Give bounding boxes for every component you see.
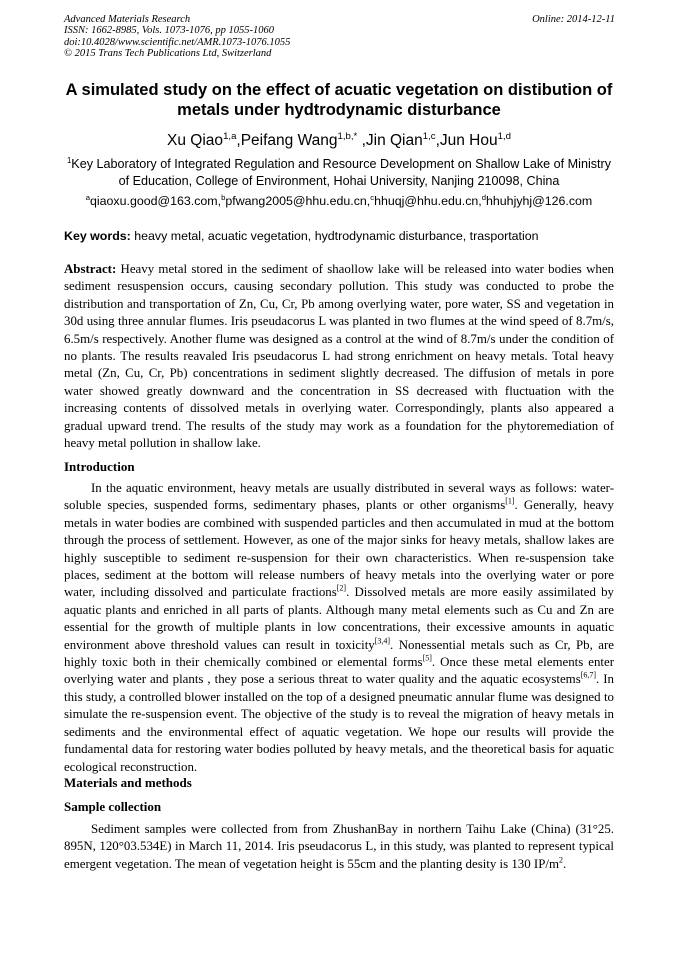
text-segment: . In this study, a controlled blower installed on the top of a designed pneumatic annular flume was designed to simulate the re-suspension event. The objective of the study is to reveal the migration of heavy metals in sediments and the environmental effect of aquatic vegetation. We hope our results will provide the fundamental data for restoring water bodies polluted by heavy metals, and the theoretical basis for aquatic ecological reconstruction.	[64, 672, 615, 774]
citation: [1]	[505, 497, 515, 507]
citation: 2	[559, 855, 563, 865]
affiliation-sup: 1	[66, 155, 72, 165]
citation: [3,4]	[374, 636, 391, 646]
author-sup: 1,b,*	[337, 130, 358, 142]
email-sup: b	[221, 192, 226, 202]
abstract-label: Abstract:	[64, 262, 117, 276]
text-segment: Sediment samples were collected from from ZhushanBay in northern Taihu Lake (China) (31°25. 895N, 120°03.534E) in March 11, 2014. Iris pseudacorus L, in this study, was planted to represent typical emergent vegetation. The mean of vegetation height is 55cm and the planting desity is 130 IP/m	[64, 822, 614, 871]
introduction-paragraph	[64, 480, 614, 776]
email-sup: d	[481, 192, 486, 202]
affiliation	[60, 156, 618, 190]
methods-heading: Materials and methods	[64, 775, 192, 790]
abstract-text: Heavy metal stored in the sediment of shaollow lake will be released into water bodies when sediment resuspension occurs, causing secondary pollution. This study was conducted to probe the distribution and transportation of Zn, Cu, Cr, Pb among overlying water, pore water, SS and vegetation in 30d using three annular flumes. Iris pseudacorus L was planted in two flumes at the wind speed of 8.7m/s, 6.5m/s respectively. Another flume was designed as a control at the wind of 8.7m/s under the condition of no plants. The results reavaled Iris pseudacorus L had strong enrichment on heavy metals. Total heavy metal (Zn, Cu, Cr, Pb) concentrations in sediment slightly decreased. The diffusion of metals in pore water showed greatly downward and the concentration in SS decreased with fluctuation with the increasing contents of dissolved metals in overlying water. Correspondingly, plants also appeared a gradual upward trend. The results of the study may work as a foundation for the phytoremediation of heavy metal pollution in shallow lake.	[64, 262, 614, 451]
citation: [2]	[336, 584, 347, 594]
author-sup: 1,c	[422, 130, 436, 142]
author-sup: 1,a	[223, 130, 237, 142]
paper-title: A simulated study on the effect of acuatic vegetation on distibution of metals under hydtrodynamic disturbance	[65, 81, 613, 119]
doi: doi:10.4028/www.scientific.net/AMR.1073-1076.1055	[64, 36, 291, 48]
online-date: Online: 2014-12-11	[532, 14, 615, 25]
keywords-label: Key words:	[64, 229, 131, 243]
text-segment: .	[563, 856, 567, 871]
journal-header	[64, 14, 290, 59]
email-sup: c	[370, 192, 375, 202]
issn: ISSN: 1662-8985, Vols. 1073-1076, pp 1055-1060	[64, 25, 274, 37]
text-segment: In the aquatic environment, heavy metals are usually distributed in several ways as follows: water-soluble species, suspended forms, sedimentary phases, plants or other organisms	[64, 481, 614, 513]
methods-paragraph	[64, 821, 614, 873]
copyright: © 2015 Trans Tech Publications Ltd, Switzerland	[64, 47, 272, 59]
author: ,Peifang Wang	[236, 132, 338, 149]
authors	[64, 132, 614, 150]
email: pfwang2005@hhu.edu.cn,	[225, 194, 371, 208]
journal-name: Advanced Materials Research	[64, 14, 191, 25]
author: ,Jin Qian	[357, 132, 423, 149]
citation: [6,7]	[580, 671, 597, 681]
email: hhuqj@hhu.edu.cn,	[374, 194, 482, 208]
keywords-text: heavy metal, acuatic vegetation, hydtrodynamic disturbance, trasportation	[130, 229, 539, 243]
methods-body	[64, 821, 614, 873]
text-segment: . Dissolved metals are more easily assimilated by aquatic plants and enriched in all parts of plants. Although many metal elements such as Cu and Zn are essential for the growth of multiple plants in low concentrations, their excessive amounts in aquatic environment above threshold values can result in toxicity	[64, 585, 614, 652]
affiliation-text: Key Laboratory of Integrated Regulation and Resource Development on Shallow Lake of Ministry of Education, College of Environment, Hohai University, Nanjing 210098, China	[71, 157, 612, 188]
emails	[64, 194, 614, 208]
text-segment: . Generally, heavy metals in water bodies are combined with suspended particles and then accumulated in mud at the bottom through the process of settlement. However, as one of the major sinks for heavy metals, shallow lakes are highly susceptible to sediment re-suspension for their own characteristics. When re-suspension take places, sediment at the bottom will release numbers of heavy metals into the overlying water or pore water, including dissolved and particulate fractions	[64, 498, 614, 600]
keywords	[64, 229, 539, 243]
email: hhuhjyhj@126.com	[486, 194, 593, 208]
introduction-body	[64, 480, 614, 776]
author-sup: 1,d	[497, 130, 511, 142]
sample-collection-heading: Sample collection	[64, 799, 162, 814]
email: qiaoxu.good@163.com,	[90, 194, 222, 208]
text-segment: . Nonessential metals such as Cr, Pb, are highly toxic both in their chemically combined or elemental forms	[64, 637, 614, 670]
introduction-heading: Introduction	[64, 459, 135, 474]
text-segment: . Once these metal elements enter overlying water and plants , they pose a serious threat to water quality and the aquatic ecosystems	[64, 655, 614, 687]
author: ,Jun Hou	[435, 132, 498, 149]
citation: [5]	[422, 653, 432, 663]
email-sup: a	[85, 192, 90, 202]
abstract	[64, 261, 614, 452]
author: Xu Qiao	[167, 132, 224, 149]
